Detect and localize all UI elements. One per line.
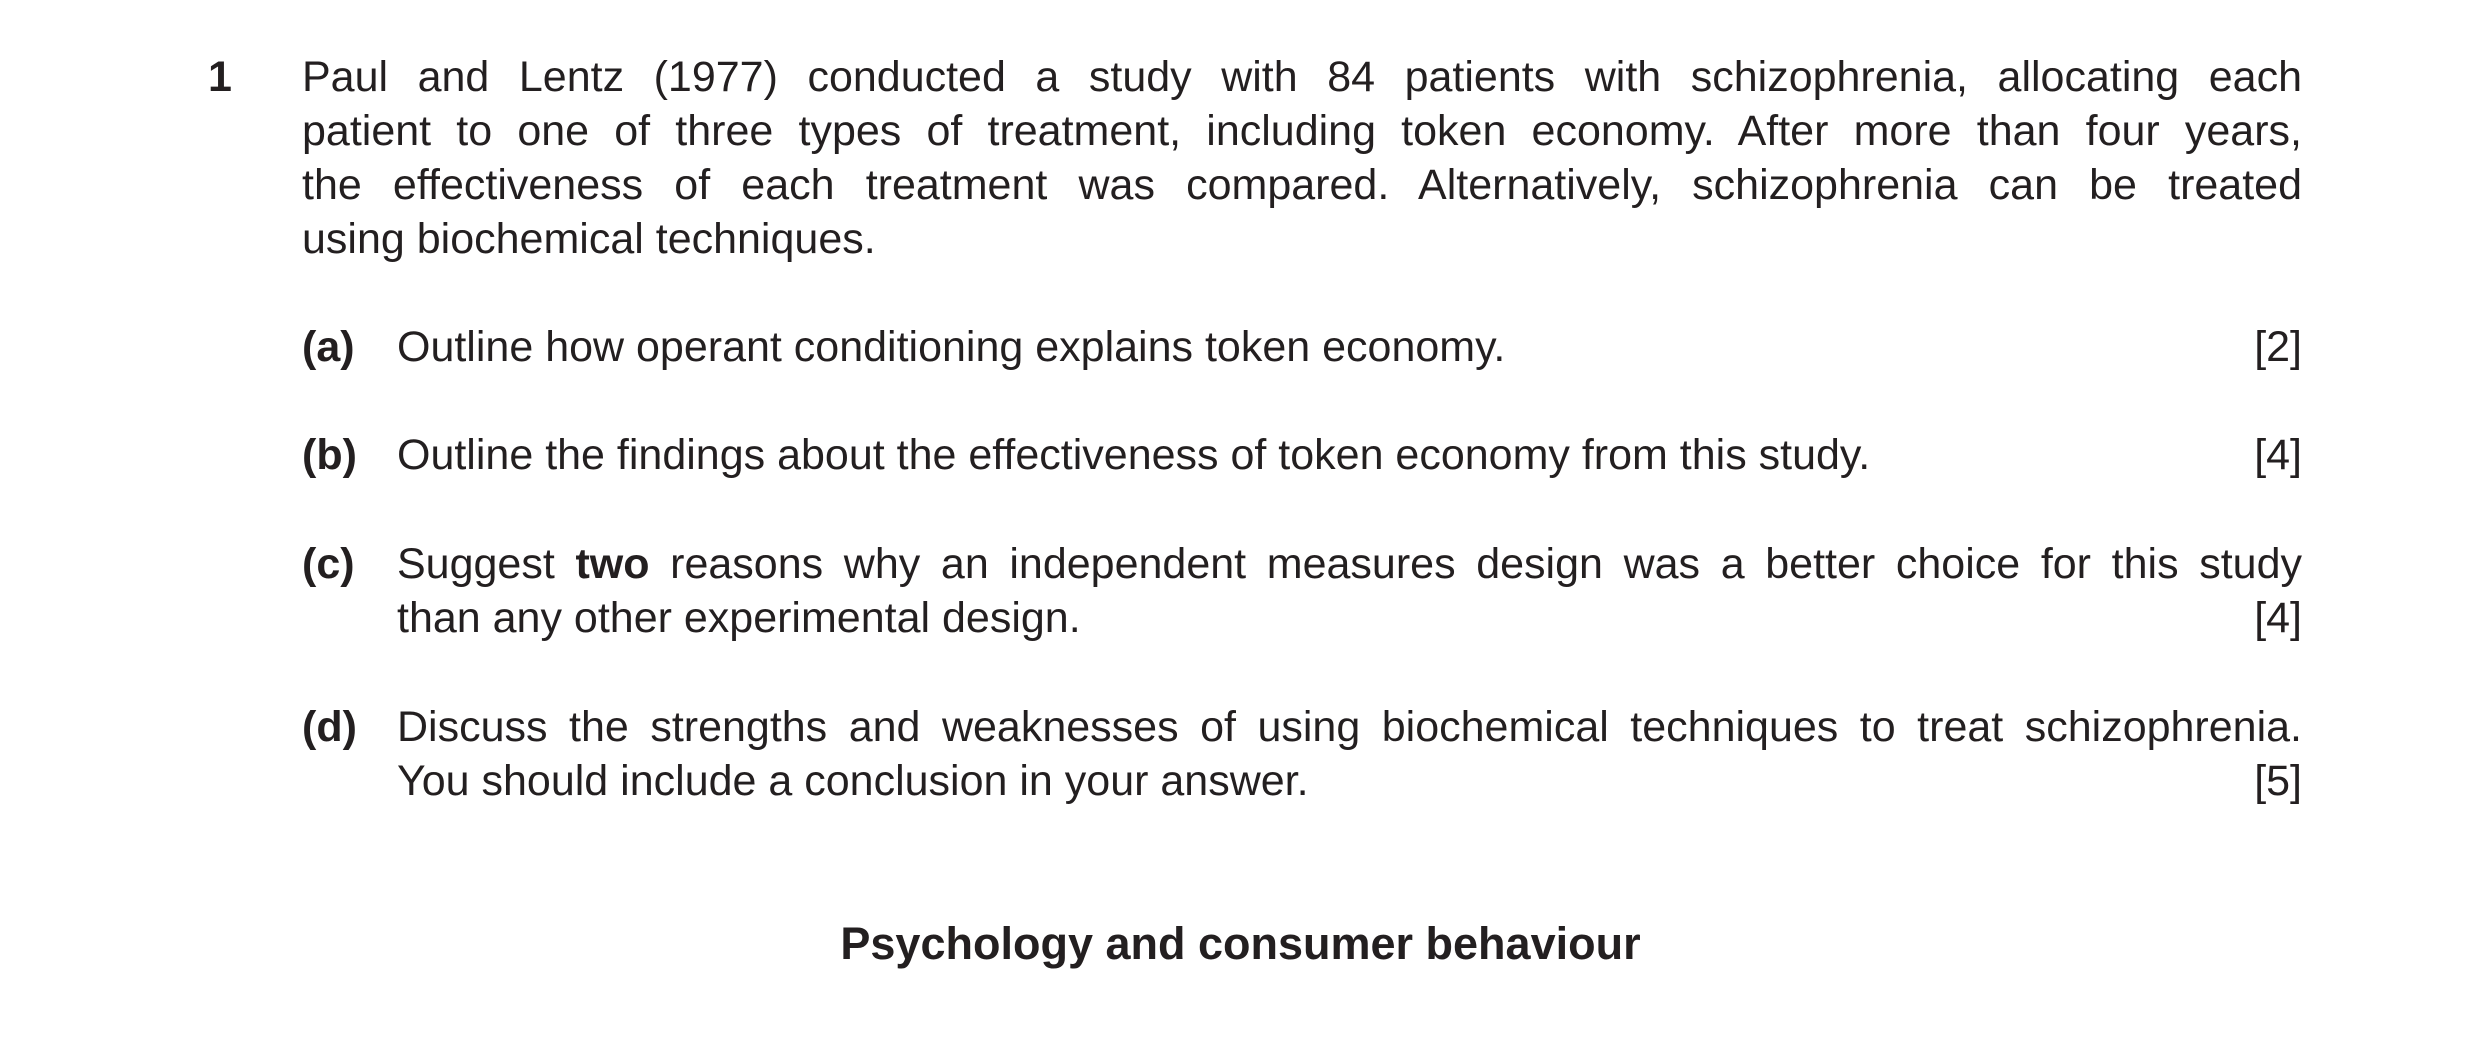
part-label: (b) [302,431,357,479]
part-marks: [4] [2254,431,2302,479]
question-stem [302,50,2302,266]
part-label: (c) [302,540,355,588]
part-line [397,537,2302,591]
part-text-post: reasons why an independent measures design was a better choice for this study [649,540,2302,588]
part-text [397,428,2302,482]
part-label: (a) [302,323,355,371]
part-line: than any other experimental design. [397,594,1081,642]
part-text [397,537,2302,645]
section-heading: Psychology and consumer behaviour [840,918,1641,969]
part-line: You should include a conclusion in your answer. [397,757,1309,805]
part-text [397,700,2302,808]
part-marks: [2] [2254,323,2302,371]
part-label: (d) [302,703,357,751]
stem-line: the effectiveness of each treatment was compared. Alternatively, schizophrenia can be treated [302,161,2302,209]
part-marks: [5] [2254,757,2302,805]
part-line: Outline the findings about the effectiveness of token economy from this study. [397,431,1871,479]
emphasis-word: two [575,540,650,588]
part-text [397,320,2302,374]
part-line: Discuss the strengths and weaknesses of using biochemical techniques to treat schizophrenia. [397,703,2302,751]
part-text-pre: Suggest [397,540,576,588]
question-number: 1 [208,53,232,101]
part-marks: [4] [2254,594,2302,642]
stem-line: patient to one of three types of treatment, including token economy. After more than four years, [302,107,2302,155]
stem-line: using biochemical techniques. [302,215,876,263]
stem-line: Paul and Lentz (1977) conducted a study with 84 patients with schizophrenia, allocating each [302,53,2302,101]
part-line: Outline how operant conditioning explains token economy. [397,323,1506,371]
